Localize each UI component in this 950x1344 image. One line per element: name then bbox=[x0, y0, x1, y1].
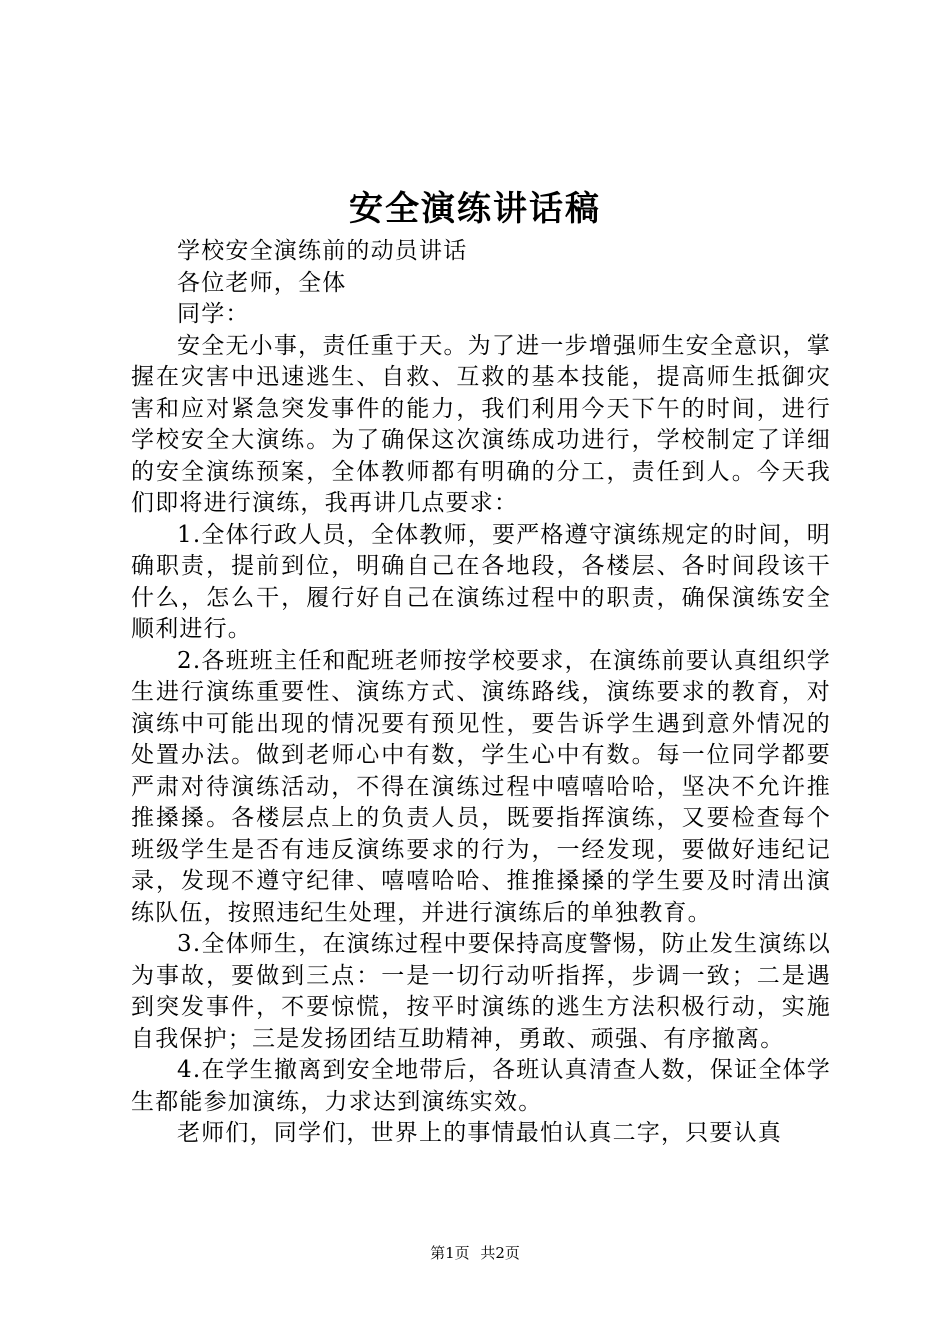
paragraph-intro: 安全无小事，责任重于天。为了进一步增强师生安全意识，掌握在灾害中迅速逃生、自救、互救的基本技能，提高师生抵御灾害和应对紧急突发事件的能力，我们利用今天下午的时间，进行学校安全大演练。为了确保这次演练成功进行，学校制定了详细的安全演练预案，全体教师都有明确的分工，责任到人。今天我们即将进行演练，我再讲几点要求： bbox=[131, 332, 831, 516]
paragraph-point-4: 4.在学生撤离到安全地带后，各班认真清查人数，保证全体学生都能参加演练，力求达到演练实效。 bbox=[131, 1057, 831, 1115]
paragraph-subtitle: 学校安全演练前的动员讲话 bbox=[177, 238, 468, 264]
paragraph-closing: 老师们，同学们，世界上的事情最怕认真二字，只要认真 bbox=[177, 1120, 782, 1146]
page-number: 第1页 bbox=[430, 1244, 470, 1262]
paragraph-salutation: 各位老师，全体 bbox=[177, 269, 347, 296]
page-footer bbox=[0, 1243, 950, 1263]
paragraph-point-3: 3.全体师生，在演练过程中要保持高度警惕，防止发生演练以为事故，要做到三点：一是一切行动听指挥，步调一致；二是遇到突发事件，不要惊慌，按平时演练的逃生方法积极行动，实施自我保护；三是发扬团结互助精神，勇敢、顽强、有序撤离。 bbox=[131, 931, 831, 1052]
paragraph-point-2: 2.各班班主任和配班老师按学校要求，在演练前要认真组织学生进行演练重要性、演练方式、演练路线，演练要求的教育，对演练中可能出现的情况要有预见性，要告诉学生遇到意外情况的处置办法。做到老师心中有数，学生心中有数。每一位同学都要严肃对待演练活动，不得在演练过程中嘻嘻哈哈，坚决不允许推推搡搡。各楼层点上的负责人员，既要指挥演练，又要检查每个班级学生是否有违反演练要求的行为，一经发现，要做好违纪记录，发现不遵守纪律、嘻嘻哈哈、推推搡搡的学生要及时清出演练队伍，按照违纪生处理，并进行演练后的单独教育。 bbox=[131, 647, 831, 926]
document-title: 安全演练讲话稿 bbox=[349, 189, 601, 229]
document-body bbox=[131, 236, 831, 1150]
page-total: 共2页 bbox=[480, 1244, 520, 1262]
paragraph-salutation-cont: 同学： bbox=[177, 301, 250, 327]
paragraph-point-1: 1.全体行政人员，全体教师，要严格遵守演练规定的时间，明确职责，提前到位，明确自己在各地段，各楼层、各时间段该干什么，怎么干，履行好自己在演练过程中的职责，确保演练安全顺利进行。 bbox=[131, 521, 831, 642]
